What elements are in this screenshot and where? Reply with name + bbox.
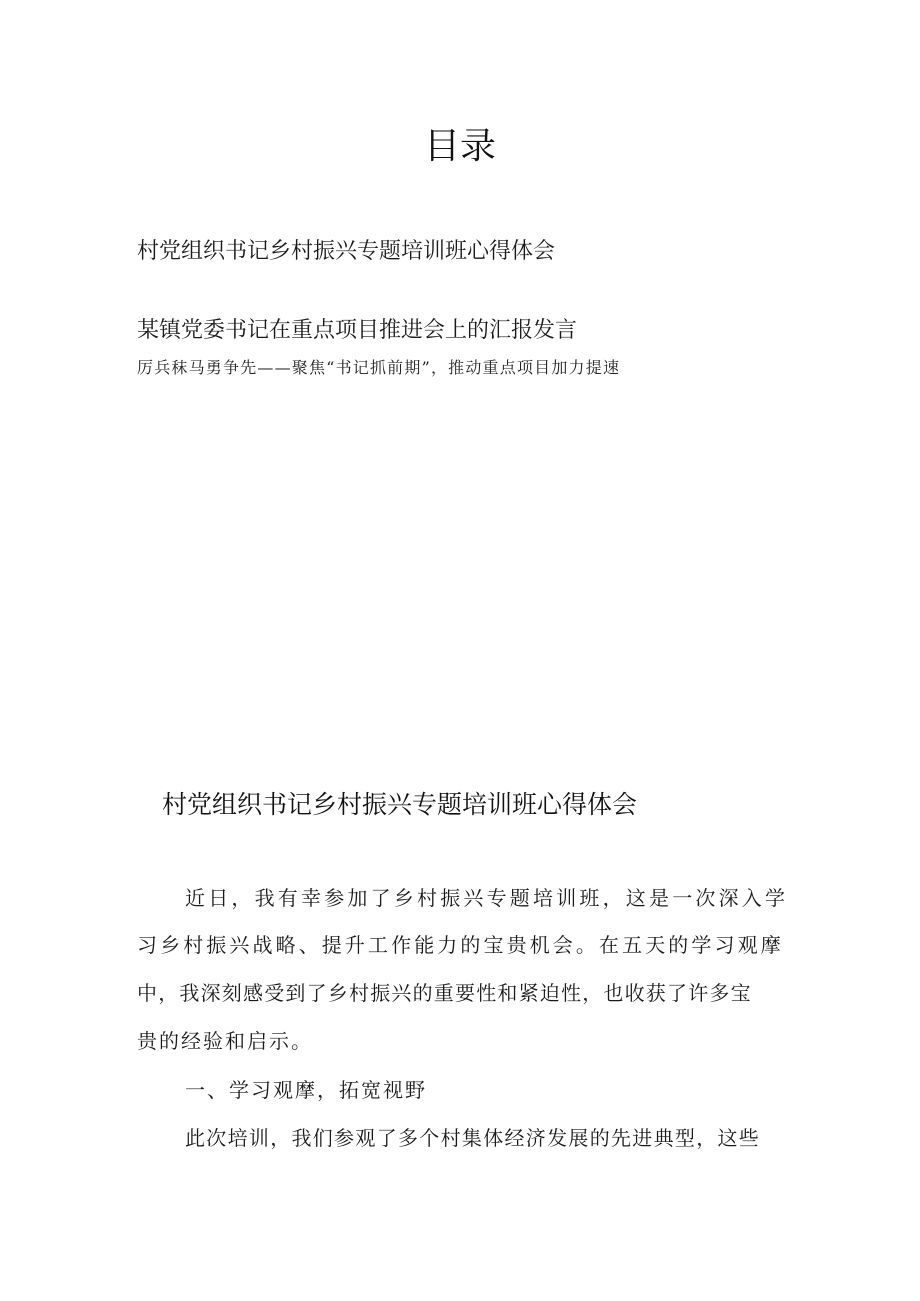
toc-entry-subtitle: 厉兵秣马勇争先——聚焦“书记抓前期”，推动重点项目加力提速 [137, 358, 621, 377]
paragraph-line: 近日，我有幸参加了乡村振兴专题培训班，这是一次深入学 [185, 886, 789, 910]
article-title: 村党组织书记乡村振兴专题培训班心得体会 [162, 790, 638, 819]
toc-title: 目录 [423, 126, 496, 167]
section-heading: 一、学习观摩，拓宽视野 [185, 1078, 427, 1102]
paragraph-line: 贵的经验和启示。 [137, 1029, 313, 1053]
toc-entry-training-report[interactable]: 村党组织书记乡村振兴专题培训班心得体会 [137, 239, 556, 264]
toc-entry-project-speech[interactable]: 某镇党委书记在重点项目推进会上的汇报发言 [137, 318, 578, 343]
paragraph-line: 此次培训，我们参观了多个村集体经济发展的先进典型，这些 [185, 1126, 761, 1150]
paragraph-line: 习乡村振兴战略、提升工作能力的宝贵机会。在五天的学习观摩 [137, 933, 784, 957]
paragraph-line: 中，我深刻感受到了乡村振兴的重要性和紧迫性，也收获了许多宝 [137, 981, 752, 1005]
